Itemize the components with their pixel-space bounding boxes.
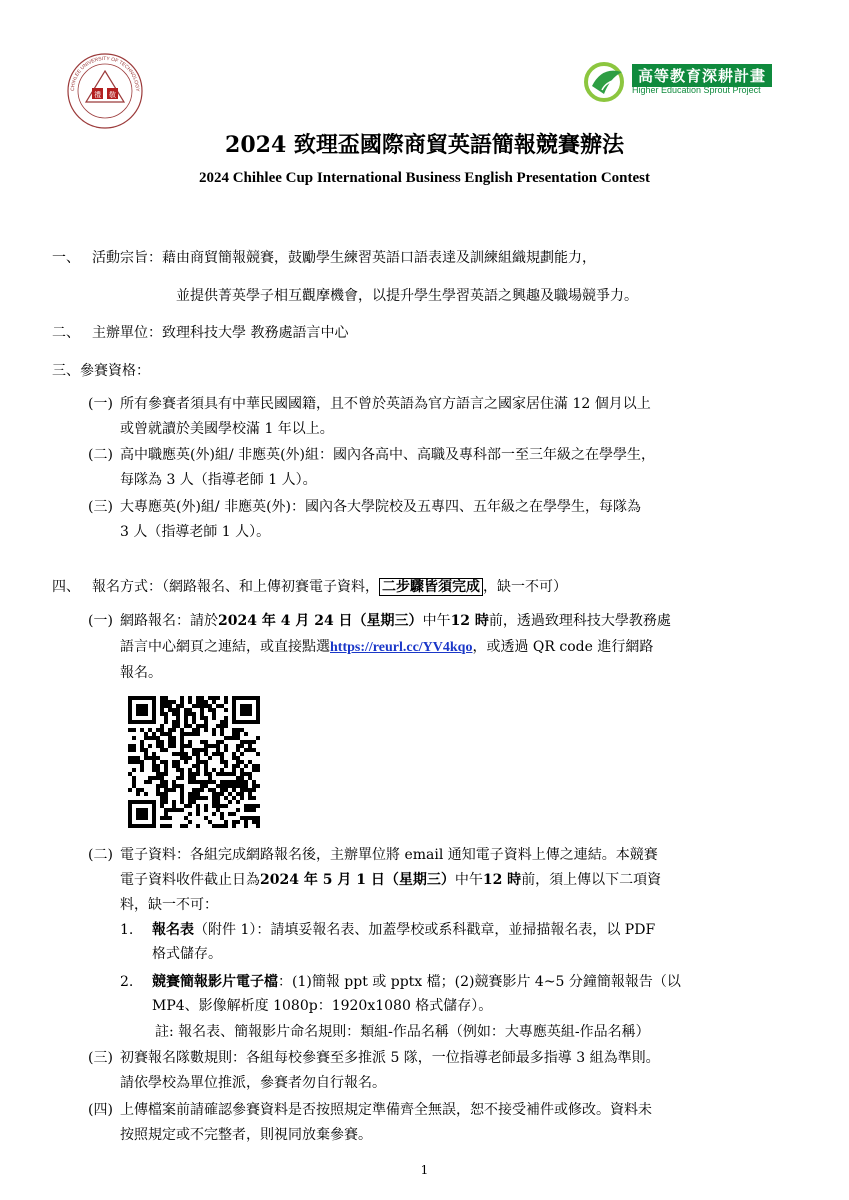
section-3-item1-line1: 所有參賽者須具有中華民國國籍，且不曾於英語為官方語言之國家居住滿 12 個月以上 bbox=[120, 396, 651, 412]
section-4-item1-line1 bbox=[120, 611, 671, 631]
section-4-item1-number: (一) bbox=[88, 613, 113, 629]
section-4-item4-line1: 上傳檔案前請確認參賽資料是否按照規定準備齊全無誤，恕不接受補件或修改。資料未 bbox=[120, 1102, 652, 1118]
section-4-item1-line2 bbox=[120, 637, 653, 658]
section-3-item1-line2: 或曾就讀於美國學校滿 1 年以上。 bbox=[120, 421, 334, 437]
item2-line2-c: 前，須上傳以下二項資 bbox=[521, 872, 662, 888]
sub-item-2-line1 bbox=[152, 972, 681, 992]
sub-item-2-bold: 競賽簡報影片電子檔 bbox=[152, 974, 278, 990]
section-4-item4-number: (四) bbox=[88, 1102, 113, 1118]
section-4-item2-line3: 料，缺一不可： bbox=[120, 897, 218, 913]
item2-time: 12 時 bbox=[482, 872, 522, 888]
section-4-heading-a: 報名方式：（網路報名、和上傳初賽電子資料， bbox=[92, 579, 379, 595]
item2-line2-a: 電子資料收件截止日為 bbox=[120, 872, 260, 888]
section-3-item3-line1: 大專應英(外)組/ 非應英(外)：國內各大學院校及五專四、五年級之在學學生，每隊為 bbox=[120, 499, 642, 515]
sub-item-2-rest: ：(1)簡報 ppt 或 pptx 檔；(2)競賽影片 4~5 分鐘簡報報告（以 bbox=[278, 974, 681, 990]
section-3-item3-number: (三) bbox=[88, 499, 113, 515]
section-3-heading: 三、參賽資格： bbox=[52, 363, 150, 379]
sub-item-1-bold: 報名表 bbox=[152, 922, 194, 938]
sprout-leaf-icon bbox=[582, 60, 630, 104]
sprout-title: 高等教育深耕計畫 bbox=[632, 64, 772, 87]
sprout-project-logo bbox=[582, 60, 772, 104]
section-4-item2-line1: 電子資料：各組完成網路報名後，主辦單位將 email 通知電子資料上傳之連結。本競賽 bbox=[120, 847, 658, 863]
naming-rule-note: 註: 報名表、簡報影片命名規則：類組-作品名稱（例如：大專應英組-作品名稱） bbox=[155, 1024, 650, 1040]
sub-item-1-rest: （附件 1）：請填妥報名表、加蓋學校或系科戳章，並掃描報名表，以 PDF bbox=[194, 922, 656, 938]
seal-caption: CHIHLEE UNIVERSITY OF TECHNOLOGY bbox=[69, 55, 141, 92]
section-2-number: 二、 bbox=[52, 325, 80, 341]
item2-date: 2024 年 5 月 1 日（星期三） bbox=[260, 872, 455, 888]
section-4-number: 四、 bbox=[52, 579, 80, 595]
svg-text:CHIHLEE UNIVERSITY OF TECHNOLO bbox=[66, 52, 140, 92]
section-3-item1-number: (一) bbox=[88, 396, 113, 412]
item1-line2-b: ，或透過 QR code 進行網路 bbox=[472, 639, 654, 655]
section-4-item3-line1: 初賽報名隊數規則：各組每校參賽至多推派 5 隊，一位指導老師最多指導 3 組為準則。 bbox=[120, 1050, 660, 1066]
sub-item-2-line2: MP4、影像解析度 1080p：1920x1080 格式儲存）。 bbox=[152, 998, 493, 1014]
section-4-heading-b: ，缺一不可） bbox=[483, 579, 567, 595]
sub-item-1-number: 1. bbox=[120, 922, 134, 938]
sprout-subtitle: Higher Education Sprout Project bbox=[632, 85, 761, 95]
section-3-item2-line2: 每隊為 3 人（指導老師 1 人）。 bbox=[120, 472, 317, 488]
section-1-number: 一、 bbox=[52, 250, 80, 266]
section-1-line2: 並提供菁英學子相互觀摩機會，以提升學生學習英語之興趣及職場競爭力。 bbox=[176, 288, 638, 304]
seal-char-left: 禮 bbox=[94, 91, 101, 99]
registration-link[interactable]: https://reurl.cc/YV4kqo bbox=[330, 640, 473, 655]
item1-text-c: 前，透過致理科技大學教務處 bbox=[488, 613, 671, 629]
section-4-item1-line3: 報名。 bbox=[120, 665, 162, 681]
sub-item-1-line2: 格式儲存。 bbox=[152, 946, 222, 962]
section-4-item4-line2: 按照規定或不完整者，則視同放棄參賽。 bbox=[120, 1127, 372, 1143]
sub-item-2-number: 2. bbox=[120, 974, 134, 990]
section-3-item3-line2: 3 人（指導老師 1 人）。 bbox=[120, 524, 271, 540]
university-seal-logo bbox=[66, 52, 144, 130]
section-1-line1: 活動宗旨：藉由商貿簡報競賽，鼓勵學生練習英語口語表達及訓練組織規劃能力， bbox=[92, 250, 596, 266]
item1-line2-a: 語言中心網頁之連結，或直接點選 bbox=[120, 639, 330, 655]
item2-line2-b: 中午 bbox=[454, 872, 483, 888]
document-title: 2024 致理盃國際商貿英語簡報競賽辦法 bbox=[225, 132, 624, 158]
item1-time: 12 時 bbox=[450, 613, 489, 629]
document-subtitle: 2024 Chihlee Cup International Business English Presentation Contest bbox=[198, 170, 651, 186]
section-3-item2-number: (二) bbox=[88, 447, 113, 463]
section-2-text: 主辦單位：致理科技大學 教務處語言中心 bbox=[92, 325, 349, 341]
section-4-heading bbox=[92, 577, 567, 597]
section-4-item2-line2 bbox=[120, 870, 661, 890]
item1-text-b: 中午 bbox=[422, 613, 451, 629]
page-number: 1 bbox=[420, 1163, 429, 1177]
section-4-heading-boxed: 二步驟皆須完成 bbox=[379, 578, 483, 596]
item1-date: 2024 年 4 月 24 日（星期三） bbox=[218, 613, 423, 629]
section-4-item3-number: (三) bbox=[88, 1050, 113, 1066]
item1-text-a: 網路報名：請於 bbox=[120, 613, 218, 629]
section-4-item3-line2: 請依學校為單位推派，參賽者勿自行報名。 bbox=[120, 1075, 386, 1091]
seal-char-right: 敬 bbox=[109, 91, 116, 99]
registration-qr-code[interactable] bbox=[128, 696, 260, 828]
section-3-item2-line1: 高中職應英(外)組/ 非應英(外)組：國內各高中、高職及專科部一至三年級之在學學生， bbox=[120, 447, 656, 463]
sub-item-1-line1 bbox=[152, 920, 655, 940]
section-4-item2-number: (二) bbox=[88, 847, 113, 863]
